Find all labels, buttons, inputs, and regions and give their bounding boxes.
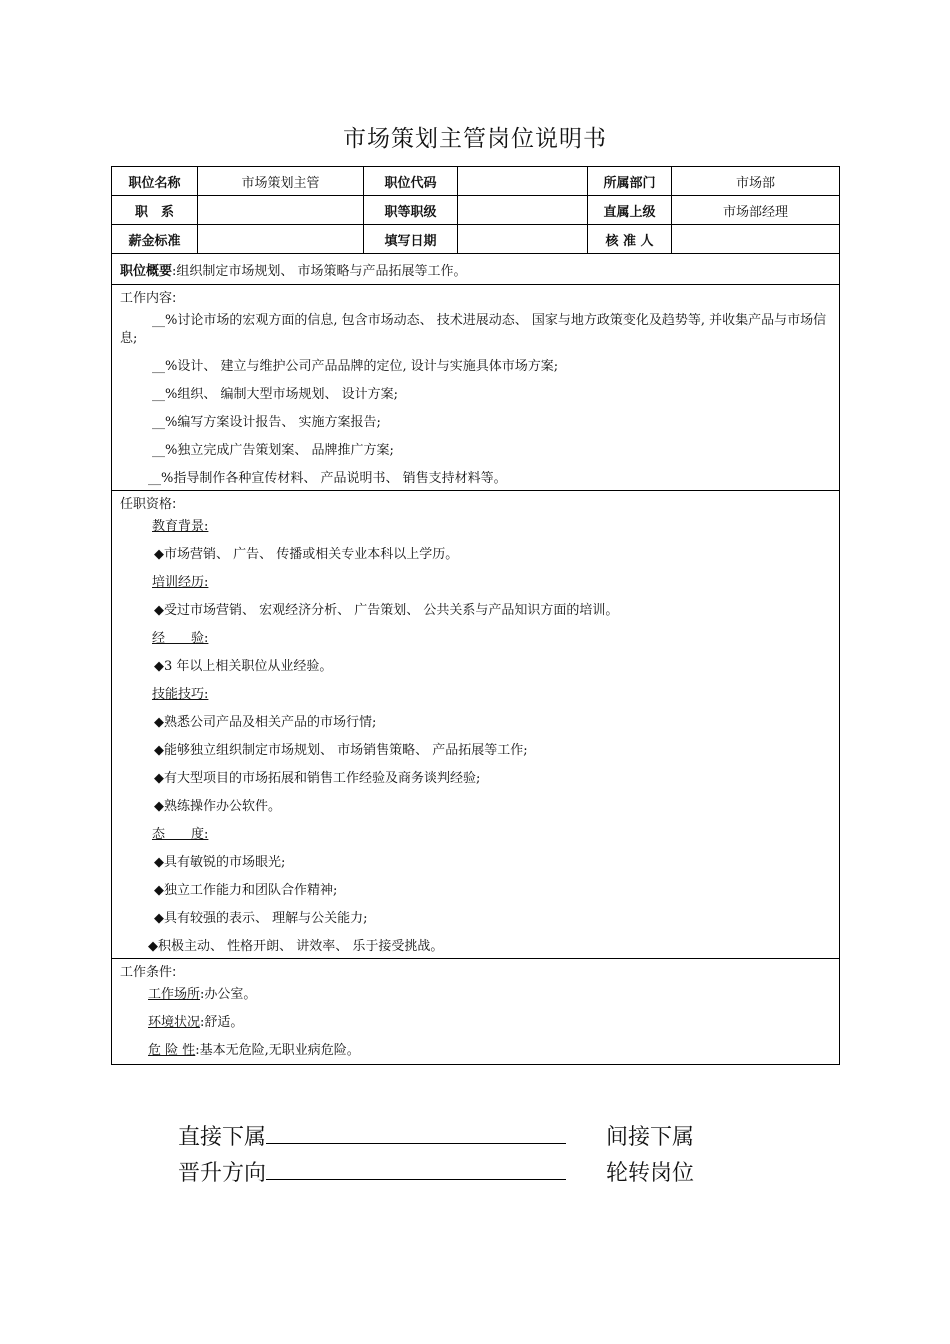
duties-section [112,285,840,491]
value-position-code[interactable] [458,167,588,196]
duty-item: __%讨论市场的宏观方面的信息, 包含市场动态、 技术进展动态、 国家与地方政策变化及趋势等, 并收集产品与市场信息; [120,313,827,346]
value-position-name[interactable]: 市场策划主管 [198,167,364,196]
value-approver[interactable] [672,225,840,254]
document-title: 市场策划主管岗位说明书 [343,126,607,152]
conditions-row [112,959,840,1065]
skills-label: 技能技巧: [152,687,209,702]
environment-label: 环境状况 [148,1015,201,1030]
condition-place [120,986,831,1004]
footer-subordinates-line [178,1120,695,1151]
label-fill-date: 填写日期 [364,225,458,254]
duty-item: __%指导制作各种宣传材料、 产品说明书、 销售支持材料等。 [148,471,507,486]
label-grade-level: 职等职级 [364,196,458,225]
header-row-1 [112,167,840,196]
skill-item: ◆有大型项目的市场拓展和销售工作经验及商务谈判经验; [154,771,481,786]
label-department: 所属部门 [588,167,672,196]
duty-item: __%组织、 编制大型市场规划、 设计方案; [152,387,398,402]
risk-value: :基本无危险,无职业病危险。 [195,1043,360,1058]
training-item: ◆受过市场营销、 宏观经济分析、 广告策划、 公共关系与产品知识方面的培训。 [154,603,619,618]
experience-item: ◆3 年以上相关职位从业经验。 [154,659,333,674]
duties-row [112,285,840,491]
value-department[interactable]: 市场部 [672,167,840,196]
attitude-item: ◆独立工作能力和团队合作精神; [154,883,338,898]
value-job-family[interactable] [198,196,364,225]
header-row-2 [112,196,840,225]
job-description-table [111,166,840,1065]
value-grade-level[interactable] [458,196,588,225]
value-fill-date[interactable] [458,225,588,254]
skill-item: ◆熟悉公司产品及相关产品的市场行情; [154,715,377,730]
qualifications-row [112,491,840,959]
skill-item: ◆能够独立组织制定市场规划、 市场销售策略、 产品拓展等工作; [154,743,528,758]
conditions-section [112,959,840,1065]
footer-career-line [178,1156,695,1187]
environment-value: :舒适。 [200,1015,244,1030]
promotion-blank[interactable] [266,1159,566,1180]
education-label: 教育背景: [152,519,209,534]
qualifications-section [112,491,840,959]
attitude-label: 态 度: [152,827,209,842]
direct-subordinate-blank[interactable] [266,1123,566,1144]
label-salary-standard: 薪金标准 [112,225,198,254]
experience-label: 经 验: [152,631,209,646]
attitude-item: ◆具有敏锐的市场眼光; [154,855,286,870]
duties-heading: 工作内容: [120,291,177,306]
place-label: 工作场所 [148,987,201,1002]
summary-text: :组织制定市场规划、 市场策略与产品拓展等工作。 [172,263,467,279]
value-salary-standard[interactable] [198,225,364,254]
duty-item: __%编写方案设计报告、 实施方案报告; [152,415,381,430]
duty-item: __%独立完成广告策划案、 品牌推广方案; [152,443,394,458]
attitude-item: ◆积极主动、 性格开朗、 讲效率、 乐于接受挑战。 [148,939,444,954]
label-approver: 核 准 人 [588,225,672,254]
training-label: 培训经历: [152,575,209,590]
label-position-code: 职位代码 [364,167,458,196]
place-value: :办公室。 [200,987,257,1002]
duty-item: __%设计、 建立与维护公司产品品牌的定位, 设计与实施具体市场方案; [152,359,559,374]
promotion-label: 晋升方向 [178,1161,267,1186]
label-direct-supervisor: 直属上级 [588,196,672,225]
label-job-family: 职 系 [112,196,198,225]
position-summary [112,254,840,285]
value-direct-supervisor[interactable]: 市场部经理 [672,196,840,225]
label-position-name: 职位名称 [112,167,198,196]
qualifications-heading: 任职资格: [120,497,177,512]
condition-risk [120,1042,831,1060]
education-item: ◆市场营销、 广告、 传播或相关专业本科以上学历。 [154,547,459,562]
skill-item: ◆熟练操作办公软件。 [154,799,281,814]
indirect-subordinate-label: 间接下属 [606,1125,695,1150]
header-row-3 [112,225,840,254]
conditions-heading: 工作条件: [120,965,177,980]
condition-environment [120,1014,831,1032]
attitude-item: ◆具有较强的表示、 理解与公关能力; [154,911,368,926]
direct-subordinate-label: 直接下属 [178,1125,267,1150]
summary-label: 职位概要 [120,263,173,279]
risk-label: 危 险 性 [148,1043,196,1058]
rotation-label: 轮转岗位 [606,1161,695,1186]
summary-row [112,254,840,285]
